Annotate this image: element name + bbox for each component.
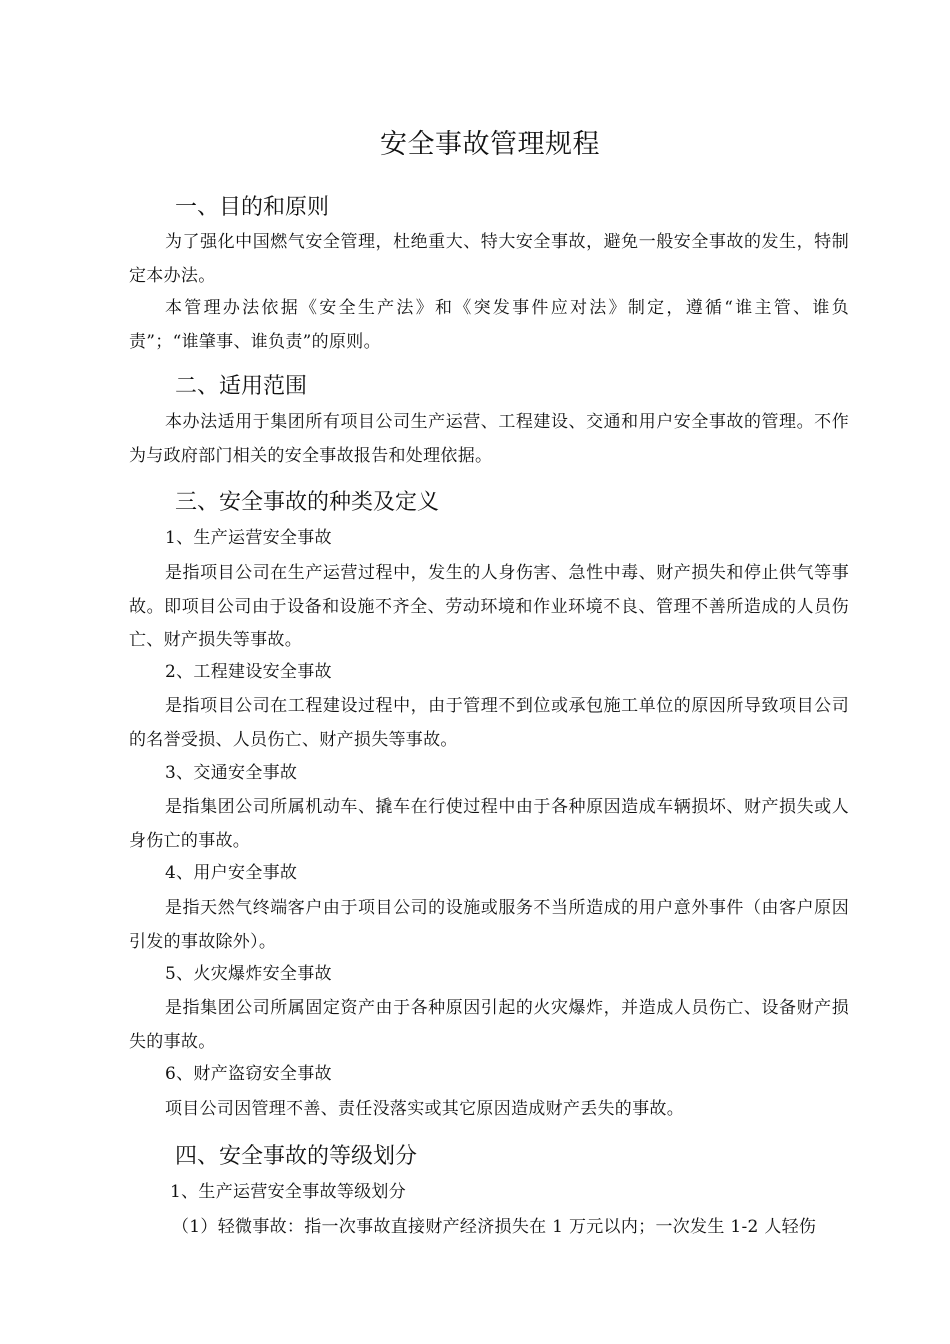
subheading-fire-explosion-accident: 5、火灾爆炸安全事故 bbox=[165, 964, 332, 984]
paragraph-production-accident: 是指项目公司在生产运营过程中，发生的人身伤害、急性中毒、财产损失和停止供气等事故。即项目公司由于设备和设施不齐全、劳动环境和作业环境不良、管理不善所造成的人员伤亡、财产损失等事故。 bbox=[129, 563, 849, 650]
paragraph-traffic-accident: 是指集团公司所属机动车、撬车在行使过程中由于各种原因造成车辆损坏、财产损失或人身伤亡的事故。 bbox=[129, 797, 849, 851]
subheading-construction-accident: 2、工程建设安全事故 bbox=[165, 662, 332, 682]
section-heading-types: 三、安全事故的种类及定义 bbox=[175, 490, 440, 515]
section-heading-levels: 四、安全事故的等级划分 bbox=[175, 1144, 418, 1169]
paragraph-fire-explosion-accident: 是指集团公司所属固定资产由于各种原因引起的火灾爆炸，并造成人员伤亡、设备财产损失的事故。 bbox=[129, 998, 849, 1052]
subheading-user-accident: 4、用户安全事故 bbox=[165, 863, 298, 883]
subheading-production-accident: 1、生产运营安全事故 bbox=[165, 528, 332, 548]
paragraph-basis: 本管理办法依据《安全生产法》和《突发事件应对法》制定，遵循“谁主管、谁负责”；“谁肇事、谁负责”的原则。 bbox=[129, 298, 849, 352]
subheading-traffic-accident: 3、交通安全事故 bbox=[165, 763, 298, 783]
paragraph-scope: 本办法适用于集团所有项目公司生产运营、工程建设、交通和用户安全事故的管理。不作为与政府部门相关的安全事故报告和处理依据。 bbox=[129, 412, 849, 466]
subheading-theft-accident: 6、财产盗窃安全事故 bbox=[165, 1064, 332, 1084]
paragraph-minor-accident: （1）轻微事故：指一次事故直接财产经济损失在 1 万元以内；一次发生 1-2 人轻伤 bbox=[172, 1217, 817, 1237]
paragraph-theft-accident: 项目公司因管理不善、责任没落实或其它原因造成财产丢失的事故。 bbox=[165, 1099, 684, 1119]
paragraph-user-accident: 是指天然气终端客户由于项目公司的设施或服务不当所造成的用户意外事件（由客户原因引发的事故除外）。 bbox=[129, 898, 849, 952]
section-heading-scope: 二、适用范围 bbox=[175, 374, 308, 399]
subheading-production-levels: 1、生产运营安全事故等级划分 bbox=[170, 1182, 407, 1202]
section-heading-purpose: 一、目的和原则 bbox=[175, 195, 330, 220]
document-title: 安全事故管理规程 bbox=[380, 129, 600, 160]
paragraph-construction-accident: 是指项目公司在工程建设过程中，由于管理不到位或承包施工单位的原因所导致项目公司的名誉受损、人员伤亡、财产损失等事故。 bbox=[129, 696, 849, 750]
paragraph-purpose: 为了强化中国燃气安全管理，杜绝重大、特大安全事故，避免一般安全事故的发生，特制定本办法。 bbox=[129, 232, 849, 286]
